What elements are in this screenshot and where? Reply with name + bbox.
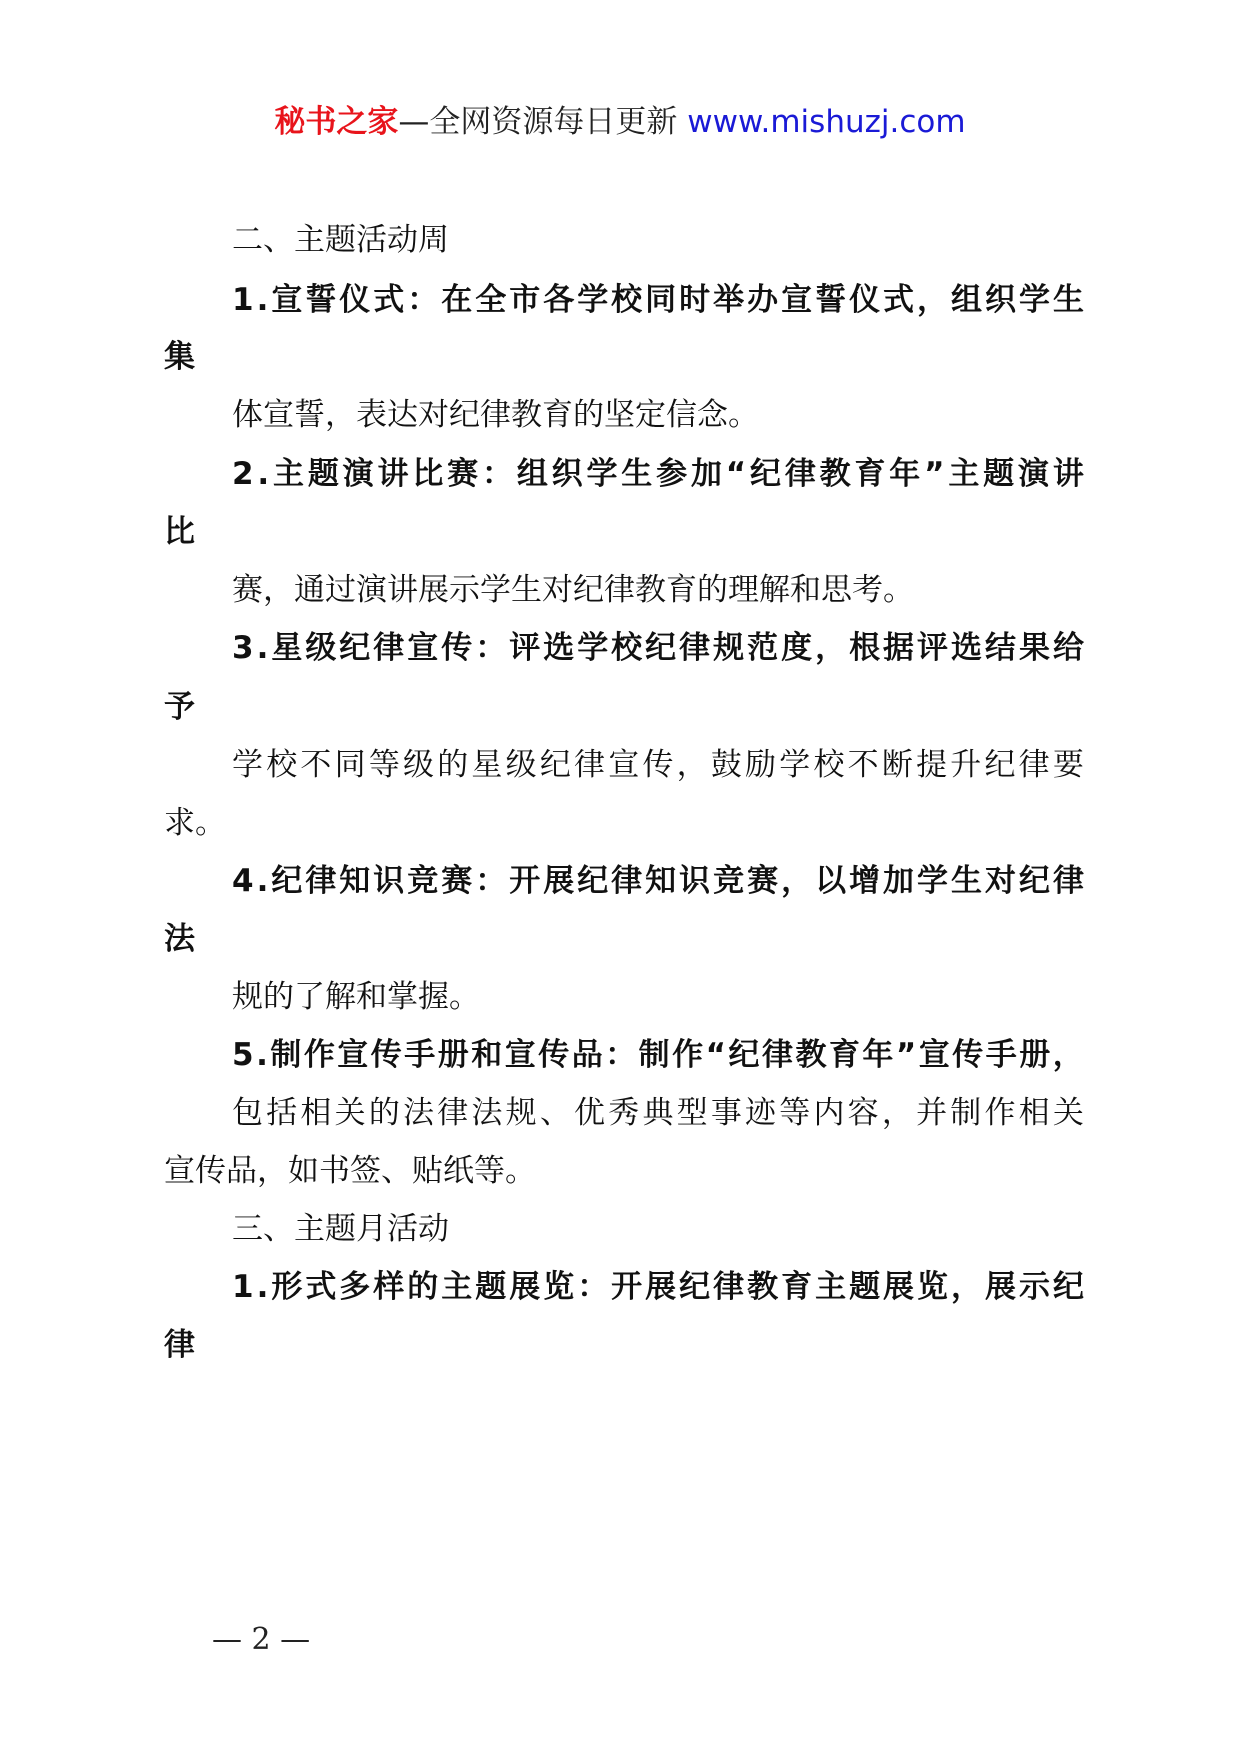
item-3-line-4: 求。: [164, 805, 226, 841]
month-item-1-line-2: 律: [164, 1327, 195, 1363]
item-1-line-3: 体宣誓，表达对纪律教育的坚定信念。: [232, 397, 759, 433]
page-number: — 2 —: [212, 1622, 311, 1657]
month-item-1-line-1: 1 . 形 式 多 样 的 主 题 展 览 ： 开 展 纪 律 教 育 主 题 展 览 ， 展 示 纪: [232, 1269, 1084, 1305]
site-header: [0, 100, 1240, 144]
header-tagline: —全网资源每日更新: [398, 104, 678, 140]
item-2-line-2: 比: [164, 514, 195, 550]
item-4-line-1: 4 . 纪 律 知 识 竞 赛 ： 开 展 纪 律 知 识 竞 赛 ， 以 增 加 学 生 对 纪 律: [232, 863, 1084, 899]
item-4-line-2: 法: [164, 921, 195, 957]
item-3-line-1: 3 . 星 级 纪 律 宣 传 ： 评 选 学 校 纪 律 规 范 度 ， 根 据 评 选 结 果 给: [232, 630, 1084, 666]
item-3-line-3: 学 校 不 同 等 级 的 星 级 纪 律 宣 传 ， 鼓 励 学 校 不 断 提 升 纪 律 要: [232, 747, 1084, 783]
item-4-line-3: 规的了解和掌握。: [232, 979, 480, 1015]
header-url[interactable]: www.mishuzj.com: [687, 104, 966, 140]
item-3-line-2: 予: [164, 689, 195, 725]
section-heading-2: 二、主题活动周: [232, 222, 449, 258]
header-brand: 秘书之家: [274, 104, 399, 140]
item-2-line-1: 2 . 主 题 演 讲 比 赛 ： 组 织 学 生 参 加 “ 纪 律 教 育 年 ” 主 题 演 讲: [232, 456, 1084, 492]
item-5-line-3: 宣传品，如书签、贴纸等。: [164, 1153, 536, 1189]
item-1-line-2: 集: [164, 339, 195, 375]
item-5-line-2: 包 括 相 关 的 法 律 法 规 、 优 秀 典 型 事 迹 等 内 容 ， 并 制 作 相 关: [232, 1095, 1084, 1131]
item-5-line-1: 5 . 制 作 宣 传 手 册 和 宣 传 品 ： 制 作 “ 纪 律 教 育 年 ” 宣 传 手 册 ，: [232, 1037, 1084, 1073]
item-2-line-3: 赛，通过演讲展示学生对纪律教育的理解和思考。: [232, 572, 914, 608]
item-1-line-1: 1 . 宣 誓 仪 式 ： 在 全 市 各 学 校 同 时 举 办 宣 誓 仪 式 ， 组 织 学 生: [232, 282, 1084, 318]
section-heading-3: 三、主题月活动: [232, 1211, 449, 1247]
